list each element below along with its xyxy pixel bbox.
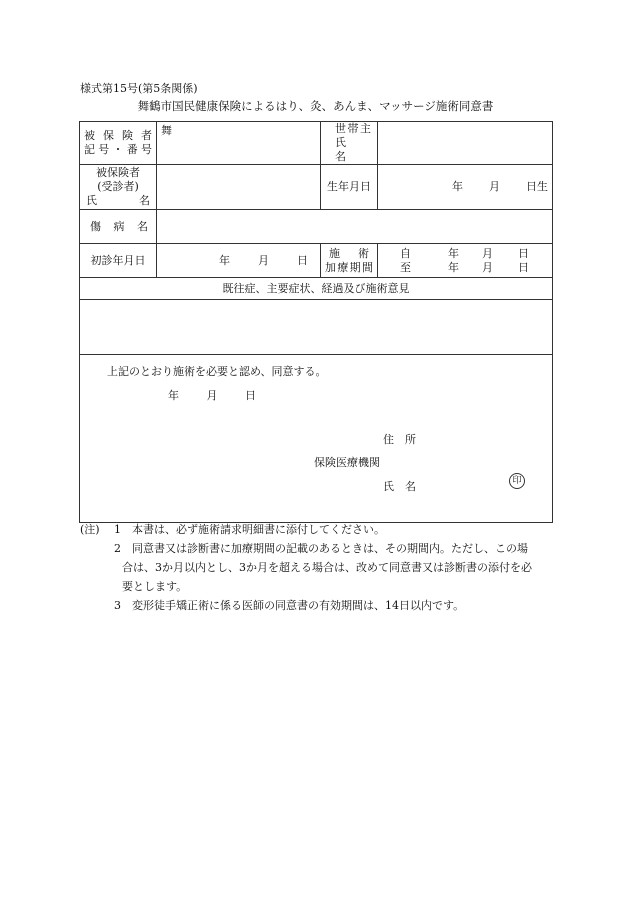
patient-label-line2: (受診者) [97, 180, 139, 193]
period-from-day: 日 [518, 246, 529, 260]
note-text: 変形徒手矯正術に係る医師の同意書の有効期間は、14日以内です。 [132, 599, 465, 612]
period-label-line2: 加療期間 [325, 260, 373, 274]
institution-label: 保険医療機関 [314, 456, 380, 469]
insured-label-line1: 被保険者 [84, 129, 152, 142]
period-label-line1: 施術 [329, 246, 369, 260]
consent-month: 月 [206, 389, 218, 402]
consent-statement: 上記のとおり施術を必要と認め、同意する。 [107, 365, 327, 378]
birth-date-label [321, 165, 378, 210]
first-visit-year: 年 [219, 253, 230, 267]
treatment-period-label [321, 244, 378, 278]
householder-label [321, 122, 378, 165]
insured-prefix: 舞 [161, 124, 172, 137]
note-text: 本書は、必ず施術請求明細書に添付してください。 [132, 523, 385, 536]
note-number: 2 [114, 542, 121, 555]
note-number: 1 [114, 523, 121, 536]
birth-year: 年 [452, 180, 463, 193]
householder-field[interactable] [378, 122, 553, 165]
history-header: 既往症、主要症状、経過及び施術意見 [80, 278, 553, 300]
first-visit-label [80, 244, 157, 278]
period-from-month: 月 [482, 246, 493, 260]
patient-name-field[interactable] [157, 165, 321, 210]
patient-label-line1: 被保険者 [96, 166, 140, 179]
seal-icon: 印 [509, 473, 525, 489]
first-visit-label-text: 初診年月日 [90, 253, 146, 267]
consent-section [80, 355, 553, 523]
note-item-3 [80, 596, 555, 615]
householder-label-line2: 氏 名 [335, 136, 368, 163]
period-to-label: 至 [400, 260, 411, 274]
patient-label-line3: 氏 名 [86, 194, 150, 207]
note-text: 同意書又は診断書に加療期間の記載のあるときは、その期間内。ただし、この場 [132, 542, 528, 555]
birth-day: 日生 [526, 180, 548, 193]
insured-label-line2: 記号・番号 [84, 143, 152, 156]
treatment-period-field[interactable] [378, 244, 553, 278]
first-visit-field[interactable] [157, 244, 321, 278]
form-number: 様式第15号(第5条関係) [80, 82, 198, 95]
note-item-1 [80, 520, 555, 539]
patient-name-label [80, 165, 157, 210]
form-title: 舞鶴市国民健康保険によるはり、灸、あんま、マッサージ施術同意書 [137, 99, 494, 113]
first-visit-month: 月 [258, 253, 269, 267]
note-text-cont: 合は、3か月以内とし、3か月を超える場合は、改めて同意書又は診断書の添付を必 [122, 561, 532, 574]
birth-month: 月 [489, 180, 500, 193]
period-from-year: 年 [448, 246, 459, 260]
doctor-name-label: 氏 名 [383, 480, 416, 493]
address-label: 住 所 [383, 433, 416, 446]
history-field[interactable] [80, 300, 553, 355]
notes-head: (注) [80, 523, 100, 536]
first-visit-day: 日 [297, 253, 308, 267]
note-item-2 [80, 539, 555, 596]
disease-label-text: 傷病名 [90, 219, 148, 233]
birth-label-text: 生年月日 [327, 180, 371, 193]
period-from-label: 自 [400, 246, 411, 260]
consent-date[interactable] [168, 389, 256, 403]
note-text-cont: 要とします。 [122, 580, 188, 593]
note-number: 3 [114, 599, 121, 612]
disease-field[interactable] [157, 210, 553, 244]
disease-label [80, 210, 157, 244]
consent-year: 年 [168, 389, 179, 402]
householder-label-line1: 世帯主 [335, 122, 371, 135]
consent-day: 日 [245, 389, 256, 402]
consent-form-table [79, 121, 553, 523]
insured-number-label [80, 122, 157, 165]
period-to-year: 年 [448, 260, 459, 274]
birth-date-field[interactable] [378, 165, 553, 210]
insured-number-field[interactable] [157, 122, 321, 165]
period-to-day: 日 [518, 260, 529, 274]
notes-section [80, 520, 555, 615]
period-to-month: 月 [482, 260, 493, 274]
